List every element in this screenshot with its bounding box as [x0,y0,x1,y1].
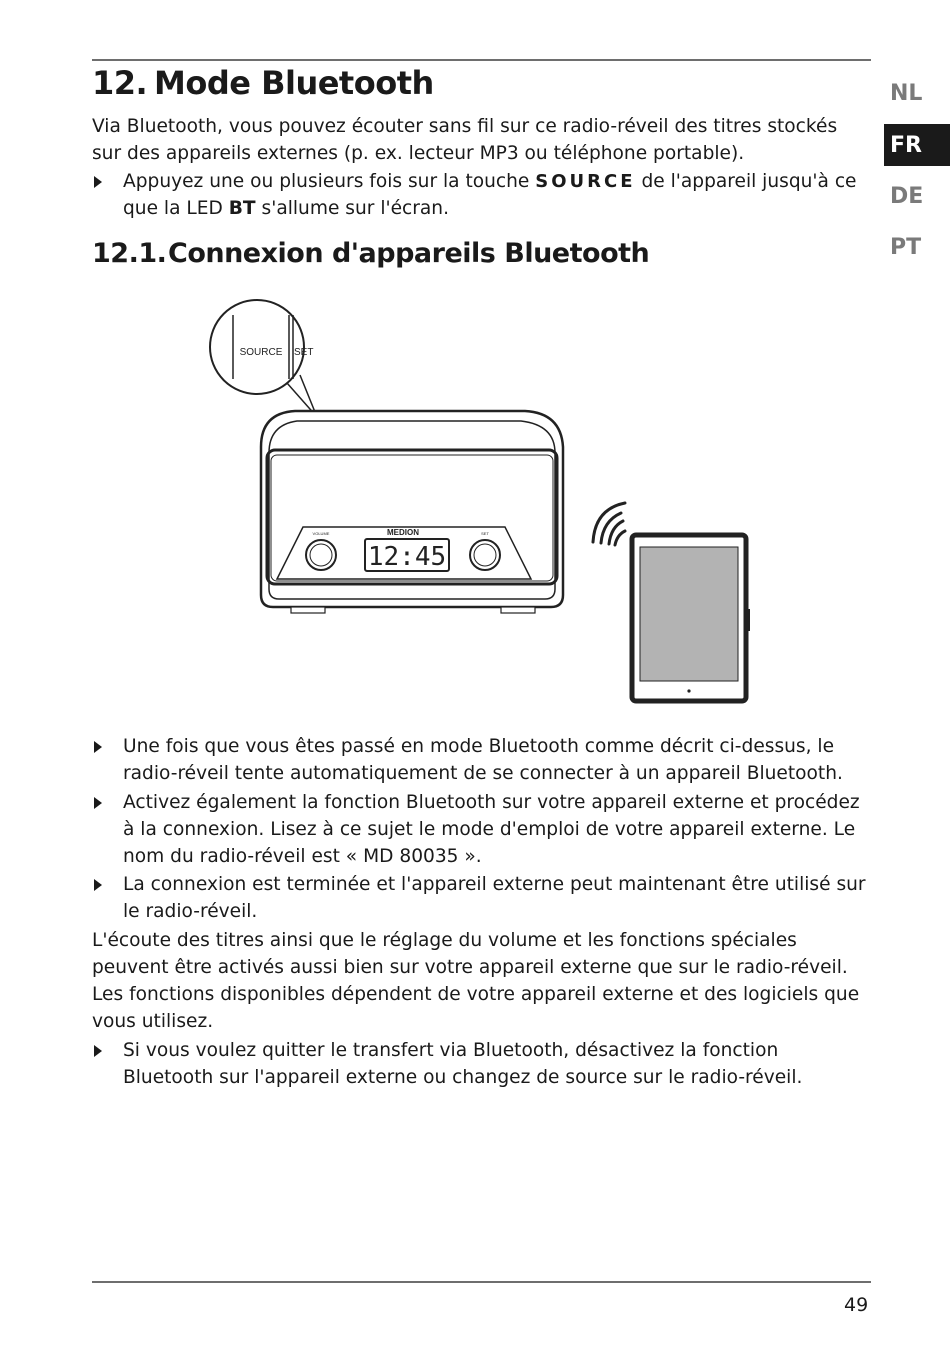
lang-tab-nl[interactable] [884,72,950,114]
subsection-title: Connexion d'appareils Bluetooth [168,238,650,269]
lang-tab-label: DE [890,183,924,209]
tablet-device-illustration [632,535,750,701]
bullet-bluetooth-mode [92,733,872,787]
step-text-middle: de l'appareil jusqu'à ce que la LED [123,171,857,219]
bullet-text: La connexion est terminée et l'appareil externe peut maintenant être utilisé sur le radio-réveil. [123,874,866,922]
radio-clock-illustration [261,411,563,613]
set-knob-label: SET [481,531,489,536]
bullet-text: Une fois que vous êtes passé en mode Bluetooth comme décrit ci-dessus, le radio-réveil tente automatiquement de se connecter à un appareil Bluetooth. [123,736,843,784]
bullet-activate-bluetooth [92,789,872,870]
bullet-connection-done [92,871,872,925]
step-text-before: Appuyez une ou plusieurs fois sur la touche [123,171,536,192]
wireless-signal-icon [593,503,625,545]
source-button-callout [210,300,317,417]
functions-paragraph: L'écoute des titres ainsi que le réglage du volume et les fonctions spéciales peuvent être activés aussi bien sur votre appareil externe que sur le radio-réveil. Les fonctions disponibles dépendent de votre appareil externe et des logiciels que vous utilisez. [92,930,860,1032]
bullet-arrow-icon [94,879,102,891]
bullet-arrow-icon [94,1045,102,1057]
bullet-arrow-icon [94,741,102,753]
lang-tab-label: FR [890,132,922,158]
section-number: 12. [92,64,148,102]
volume-knob-label: VOLUME [312,531,330,536]
page-number: 49 [844,1294,869,1316]
bt-led-label: BT [228,198,256,219]
bottom-rule [92,1281,871,1283]
bullet-text: Activez également la fonction Bluetooth sur votre appareil externe et procédez à la connexion. Lisez à ce sujet le mode d'emploi de votre appareil externe. Le nom du radio-réveil est « MD 80035 ». [123,792,860,867]
lang-tab-de[interactable] [884,175,950,217]
top-rule [92,59,871,61]
bullet-arrow-icon [94,176,102,188]
radio-brand-label: MEDION [387,528,419,537]
intro-paragraph: Via Bluetooth, vous pouvez écouter sans fil sur ce radio-réveil des titres stockés sur des appareils externes (p. ex. lecteur MP3 ou téléphone portable). [92,116,838,164]
step-text-after: s'allume sur l'écran. [255,198,449,219]
subsection-heading [92,238,649,269]
radio-bluetooth-figure [205,295,765,715]
lang-tab-label: PT [890,234,922,260]
source-key-label: SOURCE [535,171,636,192]
clock-display: 12:45 [367,542,447,572]
section-title: Mode Bluetooth [154,64,434,102]
bullet-text [123,168,872,222]
callout-set-label: SET [294,347,314,358]
lang-tab-pt[interactable] [884,226,950,268]
subsection-number: 12.1. [92,238,167,269]
bullet-step-source [92,168,872,222]
lang-tab-label: NL [890,80,923,106]
bullet-quit-bluetooth [92,1037,872,1091]
bullet-arrow-icon [94,797,102,809]
section-heading [92,64,434,102]
bullet-text: Si vous voulez quitter le transfert via Bluetooth, désactivez la fonction Bluetooth sur l'appareil externe ou changez de source sur le radio-réveil. [123,1040,803,1088]
lang-tab-fr[interactable] [884,124,950,166]
callout-source-label: SOURCE [239,347,283,358]
